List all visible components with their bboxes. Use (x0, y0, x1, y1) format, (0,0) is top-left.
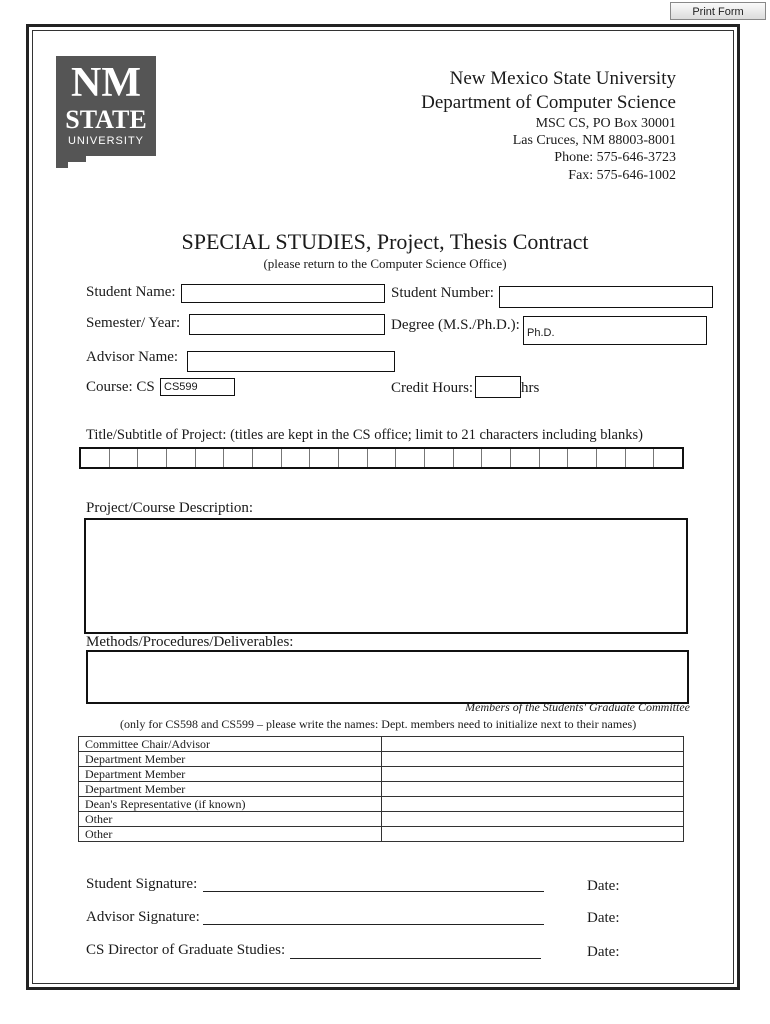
form-title: SPECIAL STUDIES, Project, Thesis Contract (181, 229, 589, 254)
header-university: New Mexico State University (449, 68, 676, 89)
committee-name-cell[interactable] (382, 827, 684, 842)
student-signature-line[interactable] (203, 891, 544, 892)
course-label: Course: CS (86, 379, 155, 395)
committee-role: Department Member (79, 767, 382, 782)
table-row (79, 812, 684, 827)
committee-name-cell[interactable] (382, 737, 684, 752)
committee-role: Other (79, 812, 382, 827)
committee-role: Department Member (79, 782, 382, 797)
logo-text-nm: NM (71, 60, 141, 106)
print-form-button[interactable]: Print Form (670, 2, 766, 20)
header-address2: Las Cruces, NM 88003-8001 (512, 133, 676, 148)
advisor-signature-line[interactable] (203, 924, 544, 925)
header-fax: Fax: 575-646-1002 (568, 168, 676, 183)
semester-field[interactable] (189, 314, 385, 335)
advisor-name-field[interactable] (187, 351, 395, 372)
committee-role: Department Member (79, 752, 382, 767)
table-row (79, 767, 684, 782)
project-title-field[interactable] (79, 447, 684, 469)
committee-name-cell[interactable] (382, 797, 684, 812)
table-row (79, 752, 684, 767)
director-signature-line[interactable] (290, 958, 541, 959)
header-phone: Phone: 575-646-3723 (554, 150, 676, 165)
advisor-date-label: Date: (587, 910, 620, 926)
advisor-signature-label: Advisor Signature: (86, 909, 200, 925)
advisor-name-label: Advisor Name: (86, 349, 179, 365)
methods-field[interactable] (86, 650, 689, 704)
student-signature-label: Student Signature: (86, 876, 198, 892)
director-signature-label: CS Director of Graduate Studies: (86, 942, 286, 958)
header-department: Department of Computer Science (421, 92, 676, 113)
student-number-label: Student Number: (391, 285, 494, 301)
table-row (79, 737, 684, 752)
student-date-label: Date: (587, 878, 620, 894)
credit-hours-unit: hrs (521, 380, 540, 396)
table-row (79, 827, 684, 842)
student-name-field[interactable] (181, 284, 385, 303)
committee-name-cell[interactable] (382, 782, 684, 797)
committee-note: (only for CS598 and CS599 – please write the names: Dept. members need to initialize next to their names) (120, 717, 637, 731)
committee-role: Other (79, 827, 382, 842)
semester-label: Semester/ Year: (86, 315, 181, 331)
project-title-label: Title/Subtitle of Project: (titles are kept in the CS office; limit to 21 characters including blanks) (86, 427, 643, 443)
committee-title: Members of the Students' Graduate Committee (465, 700, 690, 714)
table-row (79, 797, 684, 812)
credit-hours-field[interactable] (475, 376, 521, 398)
committee-name-cell[interactable] (382, 812, 684, 827)
committee-table (78, 736, 684, 842)
course-field[interactable]: CS599 (160, 378, 235, 396)
logo-text-university: UNIVERSITY (67, 135, 145, 147)
logo-text-state: STATE (65, 105, 147, 134)
student-number-field[interactable] (499, 286, 713, 308)
committee-name-cell[interactable] (382, 752, 684, 767)
header-address1: MSC CS, PO Box 30001 (535, 116, 676, 131)
methods-label: Methods/Procedures/Deliverables: (86, 634, 294, 650)
description-field[interactable] (84, 518, 688, 634)
committee-name-cell[interactable] (382, 767, 684, 782)
degree-label: Degree (M.S./Ph.D.): (391, 317, 520, 333)
table-row (79, 782, 684, 797)
description-label: Project/Course Description: (86, 500, 254, 516)
student-name-label: Student Name: (86, 284, 176, 300)
credit-hours-label: Credit Hours: (391, 380, 474, 396)
degree-field[interactable]: Ph.D. (523, 316, 707, 345)
director-date-label: Date: (587, 944, 620, 960)
nmsu-logo (56, 56, 168, 168)
committee-role: Committee Chair/Advisor (79, 737, 382, 752)
form-subtitle: (please return to the Computer Science Office) (263, 256, 507, 271)
committee-role: Dean's Representative (if known) (79, 797, 382, 812)
